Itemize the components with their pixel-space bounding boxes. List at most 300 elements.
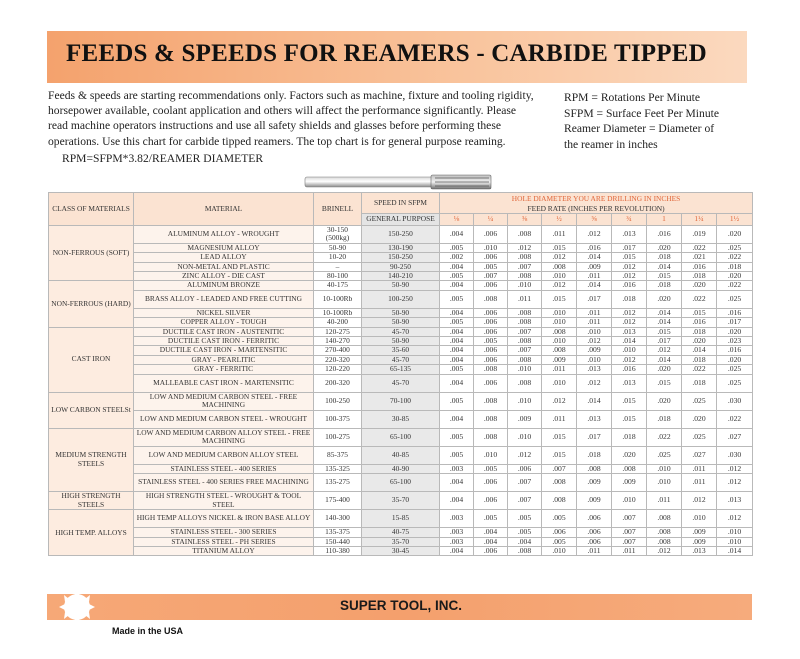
feed-cell: .010 [474, 446, 508, 464]
feed-cell: .006 [474, 327, 508, 336]
feed-cell: .007 [508, 492, 542, 510]
material-cell: HIGH TEMP ALLOYS NICKEL & IRON BASE ALLOY [134, 510, 314, 528]
feed-cell: .010 [577, 327, 612, 336]
feed-cell: .004 [440, 226, 474, 244]
feed-cell: .005 [474, 262, 508, 271]
brinell-cell: 135-375 [314, 528, 362, 537]
header-hole-diameter: HOLE DIAMETER YOU ARE DRILLING IN INCHES [440, 193, 753, 205]
material-cell: HIGH STRENGTH STEEL - WROUGHT & TOOL STEEL [134, 492, 314, 510]
feed-cell: .018 [647, 281, 682, 290]
feed-cell: .008 [474, 365, 508, 374]
feed-cell: .004 [440, 355, 474, 364]
material-cell: DUCTILE CAST IRON - FERRITIC [134, 337, 314, 346]
class-cell: MEDIUM STRENGTH STEELS [49, 428, 134, 491]
header-diameter: 1¼ [682, 214, 717, 226]
speed-cell: 65-135 [362, 365, 440, 374]
feed-cell: .008 [647, 537, 682, 546]
company-name: SUPER TOOL, INC. [340, 598, 463, 613]
feed-cell: .005 [474, 337, 508, 346]
feed-cell: .008 [474, 392, 508, 410]
feed-cell: .009 [682, 528, 717, 537]
feed-cell: .016 [717, 346, 753, 355]
feed-cell: .010 [717, 528, 753, 537]
feed-cell: .012 [612, 262, 647, 271]
feed-cell: .004 [508, 537, 542, 546]
feed-cell: .020 [717, 226, 753, 244]
speed-cell: 100-250 [362, 290, 440, 308]
feed-cell: .010 [612, 492, 647, 510]
feed-cell: .009 [577, 346, 612, 355]
feed-cell: .010 [474, 243, 508, 252]
feed-cell: .013 [612, 374, 647, 392]
table-row [49, 374, 753, 392]
feed-cell: .019 [682, 226, 717, 244]
feed-cell: .006 [508, 464, 542, 473]
header-diameter: ¾ [612, 214, 647, 226]
header-diameter: ⅜ [508, 214, 542, 226]
definitions [564, 90, 749, 152]
feed-cell: .022 [717, 253, 753, 262]
feed-cell: .013 [577, 365, 612, 374]
feed-cell: .010 [508, 392, 542, 410]
feed-cell: .005 [440, 318, 474, 327]
feed-cell: .011 [508, 290, 542, 308]
feed-cell: .010 [508, 365, 542, 374]
feed-cell: .018 [647, 410, 682, 428]
feed-cell: .013 [612, 327, 647, 336]
material-cell: DUCTILE CAST IRON - AUSTENITIC [134, 327, 314, 336]
feed-cell: .012 [508, 243, 542, 252]
feed-cell: .009 [682, 537, 717, 546]
feed-cell: .016 [577, 243, 612, 252]
brinell-cell: 10-100Rb [314, 290, 362, 308]
speed-cell: 150-250 [362, 226, 440, 244]
class-cell: LOW CARBON STEELSt [49, 392, 134, 428]
feed-cell: .020 [647, 243, 682, 252]
definition-reamer-diameter: Reamer Diameter = Diameter of [564, 122, 715, 135]
table-row [49, 392, 753, 410]
feed-cell: .008 [542, 346, 577, 355]
feed-cell: .004 [440, 374, 474, 392]
feed-cell: .007 [612, 537, 647, 546]
feed-cell: .012 [612, 308, 647, 317]
feed-cell: .012 [717, 474, 753, 492]
speed-cell: 45-70 [362, 327, 440, 336]
feed-cell: .014 [612, 337, 647, 346]
feed-cell: .008 [508, 546, 542, 555]
feed-cell: .008 [542, 492, 577, 510]
feed-cell: .020 [717, 355, 753, 364]
brinell-cell: 100-375 [314, 410, 362, 428]
feed-cell: .014 [577, 392, 612, 410]
feed-cell: .011 [577, 308, 612, 317]
material-cell: LOW AND MEDIUM CARBON STEEL - WROUGHT [134, 410, 314, 428]
brinell-cell: 10-20 [314, 253, 362, 262]
table-row [49, 281, 753, 290]
feed-cell: .012 [542, 392, 577, 410]
feed-cell: .011 [647, 492, 682, 510]
feed-cell: .013 [577, 410, 612, 428]
feed-cell: .011 [682, 464, 717, 473]
feed-cell: .011 [682, 474, 717, 492]
speed-cell: 40-75 [362, 528, 440, 537]
feed-cell: .006 [577, 537, 612, 546]
feed-cell: .018 [577, 446, 612, 464]
feed-cell: .025 [717, 374, 753, 392]
feed-cell: .006 [542, 528, 577, 537]
feed-cell: .010 [508, 428, 542, 446]
speed-cell: 50-90 [362, 318, 440, 327]
class-cell: NON-FERROUS (HARD) [49, 281, 134, 327]
feed-cell: .012 [612, 272, 647, 281]
material-cell: STAINLESS STEEL - 400 SERIES [134, 464, 314, 473]
speed-cell: 40-85 [362, 446, 440, 464]
table-row [49, 410, 753, 428]
brinell-cell: 110-380 [314, 546, 362, 555]
feed-cell: .008 [577, 464, 612, 473]
feed-cell: .020 [717, 327, 753, 336]
brinell-cell: 200-320 [314, 374, 362, 392]
brinell-cell: 50-90 [314, 243, 362, 252]
rpm-formula: RPM=SFPM*3.82/REAMER DIAMETER [62, 152, 264, 165]
feed-cell: .008 [647, 510, 682, 528]
speed-cell: 140-210 [362, 272, 440, 281]
feed-cell: .004 [440, 262, 474, 271]
feed-cell: .017 [577, 428, 612, 446]
table-row [49, 464, 753, 473]
feed-cell: .017 [612, 243, 647, 252]
material-cell: ALUMINUM BRONZE [134, 281, 314, 290]
feed-cell: .015 [682, 308, 717, 317]
feed-cell: .016 [717, 308, 753, 317]
feed-cell: .004 [440, 546, 474, 555]
feed-cell: .004 [440, 410, 474, 428]
feed-cell: .015 [647, 374, 682, 392]
feed-cell: .012 [612, 355, 647, 364]
table-row [49, 253, 753, 262]
material-cell: GRAY - FERRITIC [134, 365, 314, 374]
class-cell: CAST IRON [49, 327, 134, 392]
feed-cell: .025 [682, 428, 717, 446]
feed-cell: .020 [612, 446, 647, 464]
speed-cell: 35-70 [362, 537, 440, 546]
feed-cell: .014 [647, 262, 682, 271]
feed-cell: .005 [474, 464, 508, 473]
feed-cell: .008 [542, 327, 577, 336]
feed-cell: .006 [474, 546, 508, 555]
feed-cell: .007 [508, 474, 542, 492]
speed-cell: 50-90 [362, 337, 440, 346]
feed-cell: .011 [577, 318, 612, 327]
feed-cell: .013 [717, 492, 753, 510]
header-diameter: 1 [647, 214, 682, 226]
speed-cell: 90-250 [362, 262, 440, 271]
feed-cell: .012 [577, 374, 612, 392]
feed-cell: .020 [647, 290, 682, 308]
table-row [49, 446, 753, 464]
intro-paragraph: Feeds & speeds are starting recommendations only. Factors such as machine, fixture and tooling rigidity, horsepower available, coolant application and others will affect the performance significantly. Please read machine operators instructions and use all safety shields and glasses before performing these operations. Use this chart for carbide tipped reamers. The top chart is for general purpose reaming. [48, 89, 534, 148]
feed-cell: .015 [542, 428, 577, 446]
header-diameter: ⅛ [440, 214, 474, 226]
feed-cell: .020 [682, 337, 717, 346]
feed-cell: .006 [577, 510, 612, 528]
feed-cell: .030 [717, 446, 753, 464]
feed-cell: .004 [440, 492, 474, 510]
table-row [49, 528, 753, 537]
feed-cell: .007 [612, 510, 647, 528]
feed-cell: .012 [577, 337, 612, 346]
feed-cell: .006 [474, 355, 508, 364]
speed-cell: 40-90 [362, 464, 440, 473]
speed-cell: 70-100 [362, 392, 440, 410]
feed-cell: .003 [440, 464, 474, 473]
feed-cell: .013 [612, 226, 647, 244]
feed-cell: .011 [612, 546, 647, 555]
speed-cell: 65-100 [362, 474, 440, 492]
brinell-cell: 80-100 [314, 272, 362, 281]
feed-cell: .017 [647, 337, 682, 346]
material-cell: TITANIUM ALLOY [134, 546, 314, 555]
feed-cell: .006 [474, 281, 508, 290]
table-row [49, 546, 753, 555]
material-cell: ALUMINUM ALLOY - WROUGHT [134, 226, 314, 244]
feed-cell: .012 [542, 253, 577, 262]
header-general-purpose: GENERAL PURPOSE [362, 214, 440, 226]
feed-cell: .016 [682, 262, 717, 271]
feed-cell: .014 [647, 355, 682, 364]
feed-cell: .005 [508, 510, 542, 528]
feed-cell: .011 [577, 546, 612, 555]
feed-cell: .011 [542, 410, 577, 428]
header-diameter: ¼ [474, 214, 508, 226]
feed-cell: .009 [612, 474, 647, 492]
brinell-cell: 270-400 [314, 346, 362, 355]
feed-cell: .008 [508, 374, 542, 392]
feed-cell: .008 [474, 410, 508, 428]
feed-cell: .020 [647, 365, 682, 374]
feed-cell: .020 [717, 272, 753, 281]
feed-cell: .015 [542, 290, 577, 308]
feed-cell: .008 [542, 474, 577, 492]
feed-cell: .004 [440, 327, 474, 336]
brinell-cell: 10-100Rb [314, 308, 362, 317]
feed-cell: .004 [440, 474, 474, 492]
feed-cell: .007 [612, 528, 647, 537]
feed-cell: .018 [612, 428, 647, 446]
feed-cell: .005 [474, 510, 508, 528]
material-cell: ZINC ALLOY - DIE CAST [134, 272, 314, 281]
feed-cell: .010 [542, 272, 577, 281]
brinell-cell: 135-275 [314, 474, 362, 492]
feed-cell: .006 [474, 318, 508, 327]
feed-cell: .012 [542, 281, 577, 290]
feed-cell: .007 [542, 464, 577, 473]
class-cell: HIGH STRENGTH STEELS [49, 492, 134, 510]
feed-cell: .015 [612, 410, 647, 428]
feed-cell: .010 [717, 537, 753, 546]
speed-cell: 45-70 [362, 355, 440, 364]
brinell-cell: 120-220 [314, 365, 362, 374]
feed-cell: .025 [717, 365, 753, 374]
speed-cell: 45-70 [362, 374, 440, 392]
feed-cell: .016 [612, 365, 647, 374]
feed-cell: .006 [474, 492, 508, 510]
feed-cell: .011 [542, 226, 577, 244]
feed-cell: .025 [717, 243, 753, 252]
material-cell: STAINLESS STEEL - 400 SERIES FREE MACHINING [134, 474, 314, 492]
feed-cell: .007 [508, 262, 542, 271]
feed-cell: .022 [647, 428, 682, 446]
brinell-cell: 120-275 [314, 327, 362, 336]
speed-cell: 50-90 [362, 281, 440, 290]
feed-cell: .012 [647, 346, 682, 355]
feed-cell: .014 [647, 308, 682, 317]
table-row [49, 474, 753, 492]
material-cell: BRASS ALLOY - LEADED AND FREE CUTTING [134, 290, 314, 308]
feed-cell: .022 [682, 365, 717, 374]
feed-cell: .008 [542, 262, 577, 271]
table-row [49, 365, 753, 374]
feed-cell: .012 [647, 546, 682, 555]
feed-cell: .015 [647, 272, 682, 281]
feed-cell: .014 [577, 253, 612, 262]
table-row [49, 318, 753, 327]
class-cell: HIGH TEMP. ALLOYS [49, 510, 134, 556]
feed-cell: .014 [682, 346, 717, 355]
feed-cell: .005 [440, 365, 474, 374]
feed-cell: .007 [508, 327, 542, 336]
speed-cell: 30-85 [362, 410, 440, 428]
feed-cell: .008 [508, 253, 542, 262]
table-row [49, 510, 753, 528]
feed-cell: .015 [612, 253, 647, 262]
material-cell: STAINLESS STEEL - PH SERIES [134, 537, 314, 546]
feed-cell: .015 [542, 243, 577, 252]
table-row [49, 428, 753, 446]
feed-cell: .008 [474, 290, 508, 308]
feed-cell: .010 [577, 355, 612, 364]
feed-cell: .010 [647, 464, 682, 473]
feed-cell: .006 [474, 374, 508, 392]
material-cell: LEAD ALLOY [134, 253, 314, 262]
feed-cell: .005 [508, 528, 542, 537]
feed-cell: .006 [474, 253, 508, 262]
feed-cell: .008 [508, 337, 542, 346]
feed-cell: .014 [647, 318, 682, 327]
feed-cell: .008 [647, 528, 682, 537]
feed-cell: .018 [717, 262, 753, 271]
definition-rpm: RPM = Rotations Per Minute [564, 91, 701, 104]
feed-cell: .027 [717, 428, 753, 446]
table-row [49, 346, 753, 355]
feed-cell: .005 [440, 446, 474, 464]
feed-cell: .014 [577, 281, 612, 290]
feed-cell: .012 [717, 510, 753, 528]
feed-cell: .020 [682, 281, 717, 290]
feed-cell: .016 [682, 318, 717, 327]
feed-cell: .023 [717, 337, 753, 346]
feed-cell: .015 [647, 327, 682, 336]
feed-cell: .016 [647, 226, 682, 244]
feed-cell: .025 [647, 446, 682, 464]
speed-cell: 35-70 [362, 492, 440, 510]
feed-cell: .008 [508, 226, 542, 244]
feed-cell: .022 [717, 410, 753, 428]
feed-cell: .030 [717, 392, 753, 410]
class-cell: NON-FERROUS (SOFT) [49, 226, 134, 281]
material-cell: STAINLESS STEEL - 300 SERIES [134, 528, 314, 537]
table-row [49, 290, 753, 308]
speed-cell: 15-85 [362, 510, 440, 528]
feed-cell: .006 [577, 528, 612, 537]
feed-cell: .010 [542, 374, 577, 392]
feed-cell: .008 [474, 428, 508, 446]
header-class: CLASS OF MATERIALS [49, 193, 134, 226]
feed-cell: .017 [717, 318, 753, 327]
page-title: FEEDS & SPEEDS FOR REAMERS - CARBIDE TIPPED [66, 40, 707, 67]
table-row [49, 537, 753, 546]
brinell-cell: 175-400 [314, 492, 362, 510]
speed-cell: 150-250 [362, 253, 440, 262]
feed-cell: .006 [474, 346, 508, 355]
brinell-cell: 135-325 [314, 464, 362, 473]
feed-cell: .004 [440, 337, 474, 346]
feed-cell: .010 [542, 337, 577, 346]
feed-cell: .004 [440, 346, 474, 355]
material-cell: GRAY - PEARLITIC [134, 355, 314, 364]
feed-cell: .009 [577, 492, 612, 510]
brinell-cell: – [314, 262, 362, 271]
header-brinell: BRINELL [314, 193, 362, 226]
feed-cell: .012 [682, 492, 717, 510]
feed-cell: .008 [612, 464, 647, 473]
feed-cell: .003 [440, 510, 474, 528]
feed-cell: .012 [508, 446, 542, 464]
feed-cell: .003 [440, 537, 474, 546]
feed-cell: .005 [440, 243, 474, 252]
made-in-usa: Made in the USA [112, 626, 184, 636]
speed-cell: 50-90 [362, 308, 440, 317]
table-row [49, 492, 753, 510]
feed-cell: .010 [542, 308, 577, 317]
definition-sfpm: SFPM = Surface Feet Per Minute [564, 106, 719, 120]
feed-cell: .014 [717, 546, 753, 555]
feed-cell: .004 [440, 281, 474, 290]
feed-cell: .020 [647, 392, 682, 410]
reamer-illustration [303, 172, 495, 192]
feed-cell: .010 [612, 346, 647, 355]
header-material: MATERIAL [134, 193, 314, 226]
brinell-cell: 220-320 [314, 355, 362, 364]
brinell-cell: 40-175 [314, 281, 362, 290]
brinell-cell: 100-250 [314, 392, 362, 410]
feed-cell: .011 [577, 272, 612, 281]
feed-cell: .018 [612, 290, 647, 308]
feed-cell: .009 [508, 410, 542, 428]
feeds-speeds-table [48, 192, 753, 556]
feed-cell: .015 [612, 392, 647, 410]
brinell-cell: 140-300 [314, 510, 362, 528]
speed-cell: 35-60 [362, 346, 440, 355]
feed-cell: .003 [440, 528, 474, 537]
feed-cell: .013 [682, 546, 717, 555]
speed-cell: 30-45 [362, 546, 440, 555]
definition-reamer-diameter-cont: the reamer in inches [564, 137, 658, 151]
feed-cell: .005 [440, 290, 474, 308]
material-cell: NON-METAL AND PLASTIC [134, 262, 314, 271]
material-cell: MAGNESIUM ALLOY [134, 243, 314, 252]
feed-cell: .010 [542, 318, 577, 327]
